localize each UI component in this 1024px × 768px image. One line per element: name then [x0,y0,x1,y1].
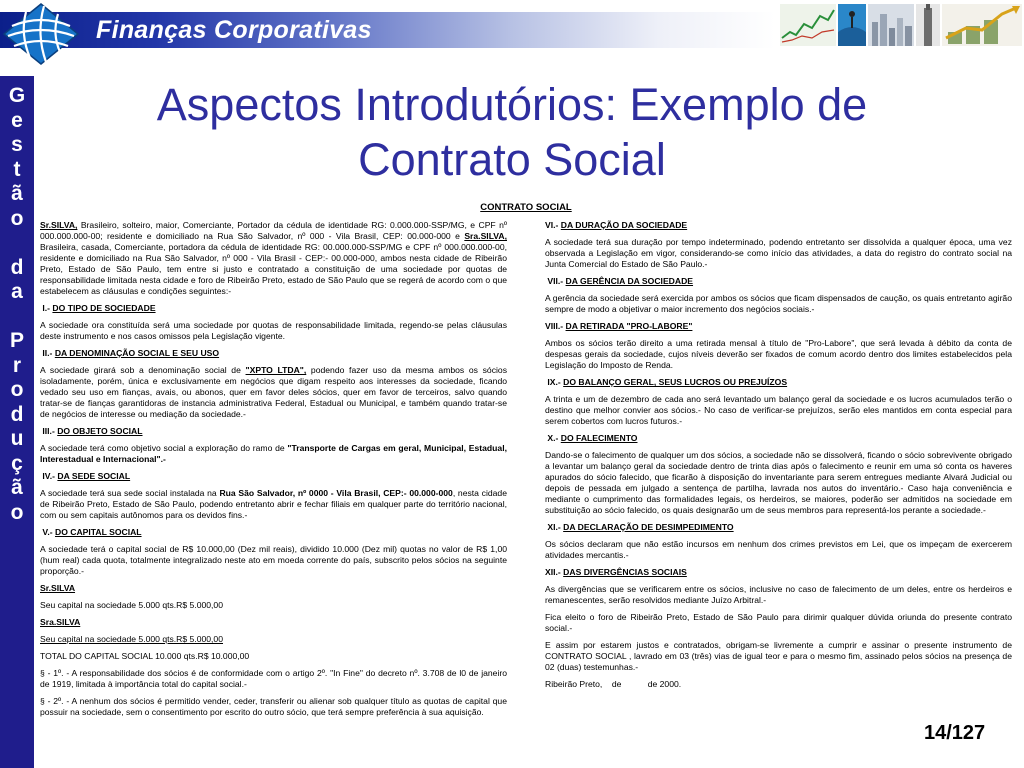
headquarters-address: Rua São Salvador, nº 0000 - Vila Brasil, CEP:- 00.000-000 [219,488,453,498]
clause-text: A sociedade terá sua sede social instalada na [40,488,220,498]
sidebar-letter: t [13,157,21,181]
sidebar-letter: u [10,427,24,450]
clause-title: DA DENOMINAÇÃO SOCIAL E SEU USO [54,348,220,358]
clause-7-heading [545,276,1012,287]
sidebar-letter: e [11,108,23,132]
clause-6-heading [545,220,1012,231]
clause-6-text: A sociedade terá sua duração por tempo indeterminado, podendo entretanto ser dissolvida a qualquer época, uma vez observada a Legislação em vigor, considerando-se como início das atividades, a data do registro do contrato social na Junta Comercial do Estado de São Paulo.- [545,237,1012,269]
sidebar-letter: o [10,206,24,230]
chart-photo-icon [780,4,836,46]
sidebar-letter: d [10,255,24,279]
clause-8-text: Ambos os sócios terão direito a uma retirada mensal à título de "Pro-Labore", que será levada à débito da conta de despesas gerais da sociedade, cujos níveis deverão ser fixados de comum acordo dentro dos limites estabelecidos pela Legislação do Imposto de Renda. [545,338,1012,370]
clause-2-heading [40,348,507,359]
slide-title-line-1: Aspectos Introdutórios: Exemplo de [156,79,868,130]
clause-8-heading [545,321,1012,332]
clause-title: DO OBJETO SOCIAL [57,426,143,436]
partner-2-name: Sra.SILVA, [464,231,507,241]
sidebar-letter: d [10,402,24,426]
clause-title: DA DECLARAÇÃO DE DESIMPEDIMENTO [563,522,734,532]
clause-5-heading [40,527,507,538]
clause-title: DA RETIRADA "PRO-LABORE" [565,321,693,331]
money-growth-photo-icon [942,4,1022,46]
sidebar-gap [0,305,34,330]
clause-number: IV.- [42,471,55,481]
clause-3-heading [40,426,507,437]
clause-number: I.- [42,303,51,313]
contract-heading: CONTRATO SOCIAL [480,202,572,213]
sidebar-letter: G [8,84,26,107]
clause-4-text [40,488,507,521]
clause-5-paragraph-1: § - 1º. - A responsabilidade dos sócios é de conformidade com o artigo 2º. "In Fine" do decreto nº. 3.708 de l0 de janeiro de 1919, limitada à importância total do capital social.- [40,668,507,689]
clause-number: XI.- [547,522,561,532]
capital-total: TOTAL DO CAPITAL SOCIAL 10.000 qts.R$ 10.000,00 [40,651,250,661]
clause-1-text: A sociedade ora constituída será uma sociedade por quotas de responsabilidade limitada, regendo-se pelas cláusulas deste instrumento e nos casos omissos pela Legislação vigente. [40,320,507,341]
sidebar-letter: ã [11,182,23,205]
clause-7-text: A gerência da sociedade será exercida por ambos os sócios que ficam dispensados de caução, os quais entretanto agirão sempre de modo a objetivar o maior incremento dos negócios sociais.- [545,293,1012,314]
header-photo-strip [776,2,1024,48]
clause-1-heading [40,303,507,314]
city-photo-icon [868,4,914,46]
clause-title: DO FALECIMENTO [560,433,638,443]
clause-text: , nesta cidade de Ribeirão Preto, Estado de São Paulo, podendo entretanto abrir e fechar filiais em qualquer parte do território nacional, com ou sem capitais autônomos para os devidos fins.- [40,488,507,520]
partner-2-text: Brasileira, casada, Comerciante, portadora da cédula de identidade RG: 00.000.000-SSP/MG e CPF nº 000.000.000-00, residente e domiciliado na Rua São Salvador, nº 000 - Vila Brasil - CEP:- 00.000-000, ambos nesta cidade de Ribeirão Preto, Estado de São Paulo, tem entre si justo e contratado a constituição de uma sociedade por quotas de responsabilidade limitada nesta cidade e foro de Ribeirão Preto, estado de São Paulo que se regerá de acordo com o que estabelecem as cláusulas e condições seguintes:- [40,242,507,296]
page-number: 14/127 [924,722,986,744]
clause-12-heading [545,567,1012,578]
clause-10-text: Dando-se o falecimento de qualquer um dos sócios, a sociedade não se dissolverá, ficando o sócio sobrevivente obrigado a levantar um balanço geral da sociedade dentro de trinta dias após o falecimento e reunir em uma só conta os haveres apurados do sócio falecido, que ficarão à disposição do inventariante para serem entregues mediante Alvará Judicial ou depois de pessada em julgado a sentença de partilha, lavrada nos autos do inventário.- Caso haja conveniência e mediante o cumprimento das formalidades legais, os herdeiros, se maiores, poderão ser admitidos na sociedade em substituição ao sócio falecido, os quais designarão um de seus membros para representá-los perante a sociedade.- [545,450,1012,515]
signing-date: Ribeirão Preto, de de 2000. [545,679,682,689]
tower-photo-icon [916,4,940,46]
clause-text: A sociedade girará sob a denominação social de [40,365,246,375]
contract-right-column [545,220,1012,696]
partner-1-name: Sr.SILVA, [40,220,78,230]
slide-title [40,77,984,187]
header-title: Finanças Corporativas [96,16,372,44]
clause-2-text [40,365,507,420]
sidebar-letter: r [12,353,22,377]
clause-title: DAS DIVERGÊNCIAS SOCIAIS [563,567,687,577]
sidebar-gap [0,231,34,256]
surfer-photo-icon [838,4,866,46]
partner-1-label: Sr.SILVA [40,583,76,593]
clause-number: III.- [42,426,55,436]
sidebar-letter: a [11,280,23,303]
clause-title: DO CAPITAL SOCIAL [54,527,142,537]
sidebar-vertical-title [0,76,34,768]
clause-number: II.- [42,348,53,358]
partner-1-capital: Seu capital na sociedade 5.000 qts.R$ 5.000,00 [40,600,223,610]
clause-3-text [40,443,507,465]
clause-11-heading [545,522,1012,533]
clause-title: DA GERÊNCIA DA SOCIEDADE [565,276,694,286]
clause-number: X.- [547,433,559,443]
forum-clause: Fica eleito o foro de Ribeirão Preto, Estado de São Paulo para dirimir qualquer dúvida oriunda do presente contrato social.- [545,612,1012,633]
clause-5-text: A sociedade terá o capital social de R$ 10.000,00 (Dez mil reais), dividido 10.000 (Dez mil) quotas no valor de R$ 1,00 (hum real) cada quota, totalmente integralizado neste ato em moeda corrente do país, subscrito pelos sócios na seguinte proporção.- [40,544,507,576]
contract-left-column [40,220,507,724]
clause-title: DO TIPO DE SOCIEDADE [52,303,156,313]
clause-text: A sociedade terá como objetivo social a exploração do ramo de [40,443,288,453]
social-object: "Transporte de Cargas em geral, Municipal, Estadual, Interestadual e Internacional".- [40,443,507,464]
sidebar-letter: P [9,329,24,352]
clause-number: VIII.- [545,321,564,331]
clause-12-text: As divergências que se verificarem entre os sócios, inclusive no caso de falecimento de um deles, entre os herdeiros e remanescentes, serão resolvidos mediante Juízo Arbitral.- [545,584,1012,605]
partner-1-text: Brasileiro, solteiro, maior, Comerciante, Portador da cédula de identidade RG: 0.000.000-SSP/MG, e CPF nº 000.000.000-00; residente e domiciliado na Rua São Salvador, nº 000 - Vila Brasil, CEP: 00.000-000 e [40,220,507,241]
partner-2-capital: Seu capital na sociedade 5.000 qts.R$ 5.000,00 [40,634,223,644]
clause-4-heading [40,471,507,482]
clause-number: VI.- [545,220,559,230]
clause-11-text: Os sócios declaram que não estão incursos em nenhum dos crimes previstos em Lei, que os impeçam de exercerem atividades mercantis.- [545,539,1012,560]
clause-number: XII.- [545,567,561,577]
clause-9-text: A trinta e um de dezembro de cada ano será levantado um balanço geral da sociedade e os lucros acumulados terão o destino que melhor convier aos sócios.- No caso de verificar-se prejuízos, serão eles mantidos em conta especial para serem cobertos com lucros futuros.- [545,394,1012,426]
clause-title: DA SEDE SOCIAL [57,471,131,481]
globe-logo-icon [2,2,80,66]
sidebar-letter: ã [11,476,23,499]
sidebar-letter: o [10,378,24,401]
clause-9-heading [545,377,1012,388]
parties-paragraph [40,220,507,297]
sidebar-letter: ç [11,451,23,475]
clause-number: VII.- [547,276,564,286]
clause-number: V.- [42,527,53,537]
company-name: "XPTO LTDA", [245,365,307,375]
clause-10-heading [545,433,1012,444]
clause-number: IX.- [547,377,561,387]
clause-text: podendo fazer uso da mesma ambos os sócios isoladamente, porém, única e exclusivamente em negócios que digam respeito aos interesses da sociedade, ficando vedado seu uso em fianças, avais, ou abonos, quer em favor deles sócios, quer em favor de terceiros, salvo quando tratar-se de fianças garantidoras de instancia administrativa Federal, Estadual ou Municipal, e também quando tratar-se de negócios de interesse ou mediação da sociedade.- [40,365,507,419]
signature-clause: E assim por estarem justos e contratados, obrigam-se livremente a cumprir e assinar o presente instrumento de CONTRATO SOCIAL , lavrado em 03 (três) vias de igual teor e para o mesmo fim, assinado pelos sócios na presença de 02 (duas) testemunhas.- [545,640,1012,672]
partner-2-label: Sra.SILVA [40,617,81,627]
sidebar-letters [0,84,34,525]
slide-title-line-2: Contrato Social [358,134,666,185]
clause-title: DO BALANÇO GERAL, SEUS LUCROS OU PREJUÍZOS [563,377,788,387]
sidebar-letter: o [10,500,24,524]
sidebar-letter: s [11,133,23,156]
clause-5-paragraph-2: § - 2º. - A nenhum dos sócios é permitido vender, ceder, transferir ou alienar sob qualquer título as quotas de capital que possuir na sociedade, sem o consentimento por escrito do outro sócio, que terá sempre preferência à sua aquisição. [40,696,507,717]
clause-title: DA DURAÇÃO DA SOCIEDADE [560,220,688,230]
